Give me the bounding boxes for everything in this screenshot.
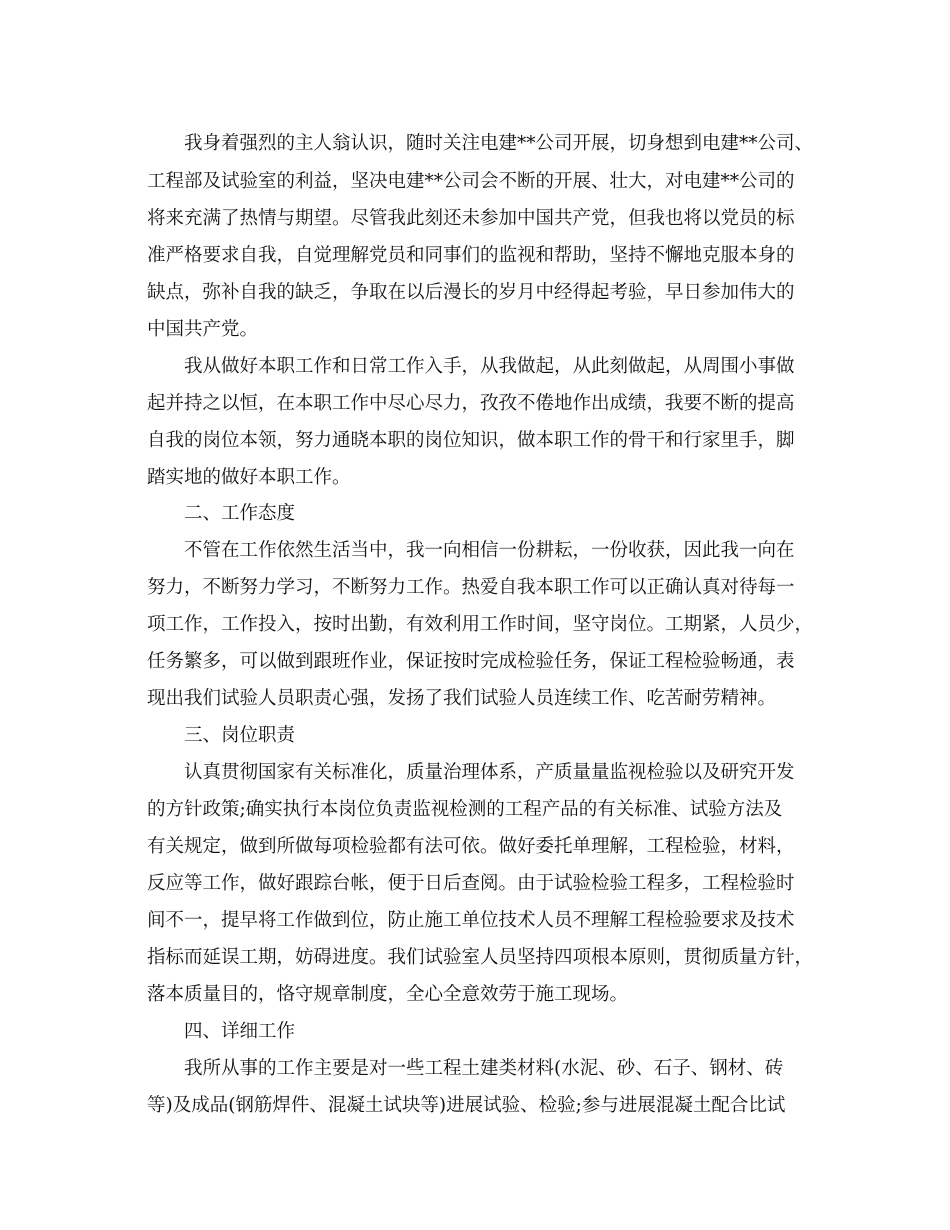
text-line: 落本质量目的，恪守规章制度，全心全意效劳于施工现场。 — [147, 984, 629, 1005]
text-line: 认真贯彻国家有关标准化，质量治理体系，产质量量监视检验以及研究开发 — [147, 762, 795, 783]
text-line: 努力，不断努力学习，不断努力工作。热爱自我本职工作可以正确认真对待每一 — [147, 577, 795, 598]
text-line: 等)及成品(钢筋焊件、混凝土试块等)进展试验、检验;参与进展混凝土配合比试 — [147, 1095, 786, 1116]
text-line: 准严格要求自我，自觉理解党员和同事们的监视和帮助，坚持不懈地克服本身的 — [147, 245, 795, 266]
text-line: 工程部及试验室的利益，坚决电建**公司会不断的开展、壮大，对电建**公司的 — [147, 171, 795, 192]
text-line: 不管在工作依然生活当中，我一向相信一份耕耘，一份收获，因此我一向在 — [147, 540, 795, 561]
text-line: 将来充满了热情与期望。尽管我此刻还未参加中国共产党，但我也将以党员的标 — [147, 208, 795, 229]
section-heading: 四、详细工作 — [147, 1021, 296, 1042]
text-line: 自我的岗位本领，努力通晓本职的岗位知识，做本职工作的骨干和行家里手，脚 — [147, 430, 795, 451]
text-line: 有关规定，做到所做每项检验都有法可依。做好委托单理解，工程检验，材料， — [147, 836, 795, 857]
text-line: 我身着强烈的主人翁认识，随时关注电建**公司开展，切身想到电建**公司、 — [147, 133, 814, 154]
section-heading: 二、工作态度 — [147, 503, 296, 524]
text-line: 起并持之以恒，在本职工作中尽心尽力，孜孜不倦地作出成绩，我要不断的提高 — [147, 393, 795, 414]
text-line: 任务繁多，可以做到跟班作业，保证按时完成检验任务，保证工程检验畅通，表 — [147, 651, 795, 672]
section-heading: 三、岗位职责 — [147, 725, 296, 746]
text-line: 我从做好本职工作和日常工作入手，从我做起，从此刻做起，从周围小事做 — [147, 356, 795, 377]
text-line: 中国共产党。 — [147, 319, 259, 340]
text-line: 现出我们试验人员职责心强，发扬了我们试验人员连续工作、吃苦耐劳精神。 — [147, 688, 777, 709]
text-line: 指标而延误工期，妨碍进度。我们试验室人员坚持四项根本原则，贯彻质量方针， — [147, 947, 814, 968]
text-line: 踏实地的做好本职工作。 — [147, 467, 351, 488]
text-line: 反应等工作，做好跟踪台帐，便于日后查阅。由于试验检验工程多，工程检验时 — [147, 873, 795, 894]
text-line: 项工作，工作投入，按时出勤，有效利用工作时间，坚守岗位。工期紧，人员少， — [147, 614, 814, 635]
text-line: 我所从事的工作主要是对一些工程土建类材料(水泥、砂、石子、钢材、砖 — [147, 1058, 784, 1079]
text-line: 间不一，提早将工作做到位，防止施工单位技术人员不理解工程检验要求及技术 — [147, 910, 795, 931]
text-line: 的方针政策;确实执行本岗位负责监视检测的工程产品的有关标准、试验方法及 — [147, 799, 783, 820]
text-line: 缺点，弥补自我的缺乏，争取在以后漫长的岁月中经得起考验，早日参加伟大的 — [147, 282, 795, 303]
